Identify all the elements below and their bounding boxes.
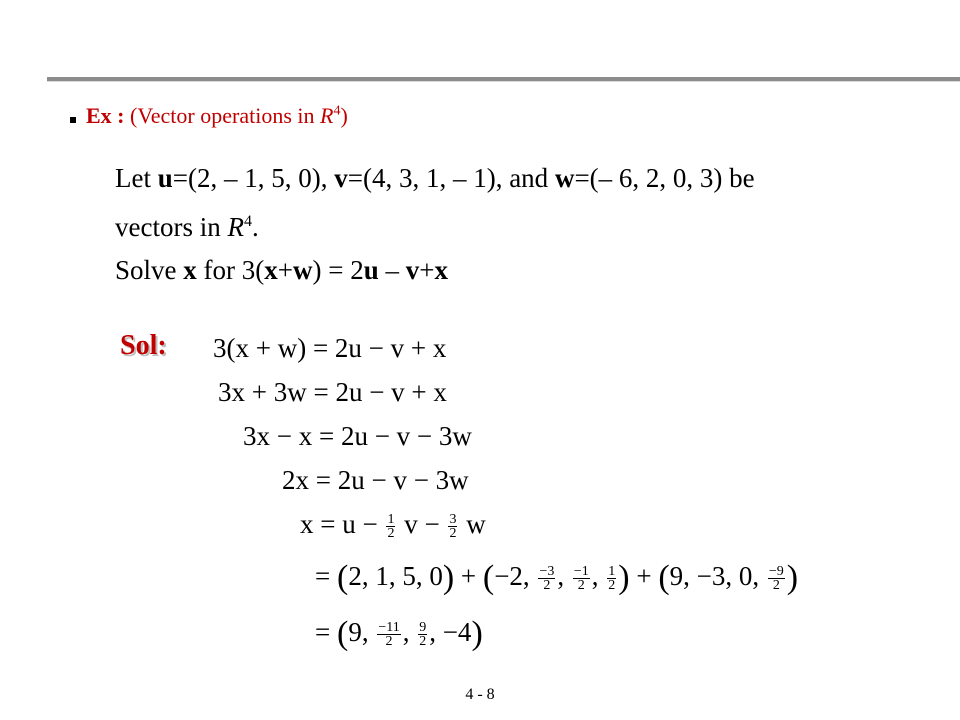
- problem-line-3: Solve x for 3(x+w) = 2u – v+x: [115, 255, 448, 285]
- solution-step-3: 3x − x = 2u − v − 3w: [243, 421, 472, 451]
- solution-label: Sol:: [120, 330, 167, 361]
- fraction: $\frac{1}{2}$: [608, 564, 616, 594]
- fraction: $\frac{-1}{2}$: [573, 564, 589, 594]
- page-number: 4 - 8: [465, 686, 495, 703]
- problem-line-2: vectors in $R^4$.: [115, 212, 259, 242]
- solution-step-6: = (2, 1, 5, 0) + (−2, $\frac{-3}{2}$ , $\frac{-1}{2}$ , $\frac{1}{2}$ ) + (9, −3, 0, $\frac{-9}{2}$ ): [315, 559, 799, 596]
- bullet-icon: [70, 117, 76, 123]
- solution-step-4: 2x = 2u − v − 3w: [282, 465, 469, 495]
- fraction: $\frac{1}{2}$: [387, 512, 395, 542]
- problem-line-1: Let u=(2, – 1, 5, 0), v=(4, 3, 1, – 1), and w=(– 6, 2, 0, 3) be: [115, 163, 755, 193]
- fraction: $\frac{9}{2}$: [419, 620, 427, 650]
- example-label: Ex :: [86, 103, 125, 128]
- problem-statement: [115, 157, 755, 292]
- fraction: $\frac{-9}{2}$: [768, 564, 784, 594]
- solution-step-7: = (9, $\frac{-11}{2}$ , $\frac{9}{2}$ , −4): [315, 615, 483, 652]
- example-heading: [86, 103, 348, 129]
- fraction: $\frac{-3}{2}$: [539, 564, 555, 594]
- solution-step-5: x = u − $\frac{1}{2}$ v − $\frac{3}{2}$ w: [300, 509, 486, 542]
- fraction: $\frac{3}{2}$: [449, 512, 457, 542]
- solution-step-2: 3x + 3w = 2u − v + x: [218, 377, 447, 407]
- fraction: $\frac{-11}{2}$: [378, 620, 400, 650]
- header-rule-shadow: [47, 81, 960, 82]
- example-description: (Vector operations in $R^4$): [124, 103, 348, 128]
- solution-step-1: 3(x + w) = 2u − v + x: [213, 333, 447, 363]
